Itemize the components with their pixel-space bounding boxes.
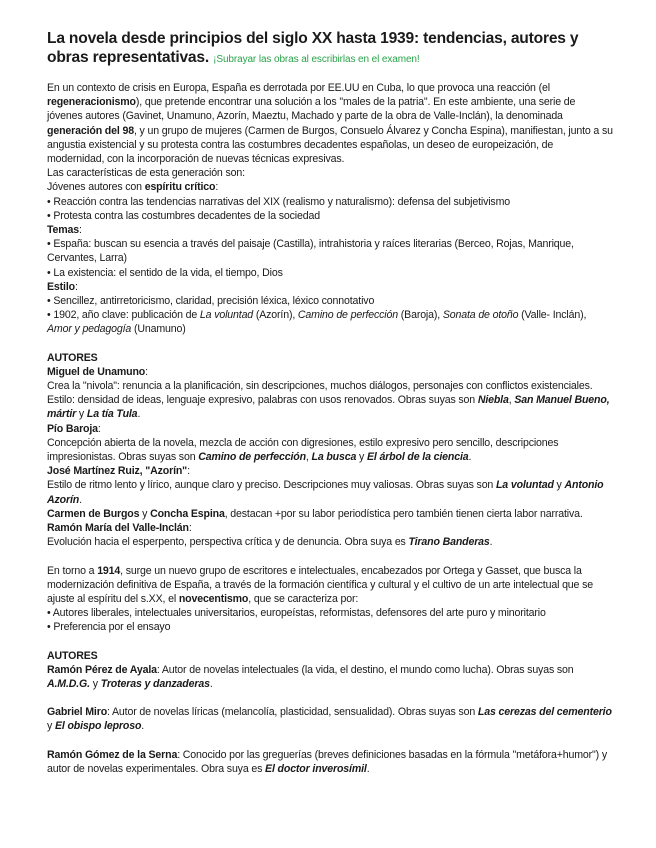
author-unamuno: Miguel de Unamuno (47, 365, 146, 378)
work-title: El doctor inverosímil (265, 762, 367, 775)
bullet-item: • Reacción contra las tendencias narrativas del XIX (realismo y naturalismo): defensa del subjetivismo (47, 195, 510, 208)
work-title: La busca (311, 451, 357, 464)
author-name: Miguel de Unamuno: (47, 365, 148, 378)
bullet-item: • Sencillez, antirretoricismo, claridad, precisión léxica, léxico connotativo (47, 295, 375, 308)
temas-label: Temas (47, 224, 80, 237)
term-regeneracionismo: regeneracionismo (47, 96, 136, 109)
estilo-heading: Estilo: (47, 280, 78, 293)
author-baroja: Pío Baroja (47, 422, 98, 435)
work-title: El obispo leproso (54, 720, 142, 733)
text-run: (Valle- Inclán), (518, 309, 587, 322)
author-carmen-de-burgos: Carmen de Burgos (47, 507, 140, 520)
work-title: Niebla (477, 394, 509, 407)
document-title (47, 30, 613, 69)
work-title: Las cerezas del cementerio (477, 706, 612, 719)
bullet-item (47, 308, 613, 336)
text-run: (Unamuno) (131, 323, 186, 336)
work-title: La tía Tula (86, 408, 138, 421)
author-description: Estilo de ritmo lento y lírico, aunque claro y preciso. Descripciones muy valiosas. Obras suyas son La voluntad y Antonio Azorín. (47, 479, 604, 506)
intro-paragraph (47, 81, 613, 166)
spacer (47, 550, 613, 564)
author-description: Carmen de Burgos y Concha Espina, destacan +por su labor periodística pero también tienen cierta labor narrativa. (47, 507, 583, 520)
work-title: La voluntad (495, 479, 554, 492)
spacer (47, 635, 613, 649)
bullet-item: • Autores liberales, intelectuales universitarios, europeístas, reformistas, defensores del arte puro y minoritario (47, 607, 546, 620)
text-run: Evolución hacia el esperpento, perspectiva crítica y de denuncia. Obra suya es (47, 536, 409, 549)
text-run: En torno a (47, 564, 98, 577)
author-description: Ramón Pérez de Ayala: Autor de novelas intelectuales (la vida, el destino, el mundo como lucha). Obras suyas son A.M.D.G. y Troteras y danzaderas. (47, 663, 574, 690)
author-gomez-de-la-serna: Ramón Gómez de la Serna (47, 748, 178, 761)
bullet-item: • Preferencia por el ensayo (47, 621, 171, 634)
bullet-item: • España: buscan su esencia a través del paisaje (Castilla), intrahistoria y raíces literarias (Berceo, Rojas, Manrique, Cervantes, Larra) (47, 238, 574, 265)
work-title: El árbol de la ciencia (366, 451, 469, 464)
text-run: , que se caracteriza por: (248, 592, 359, 605)
text-run: : Autor de novelas intelectuales (la vida, el destino, el mundo como lucha). Obras suyas son (156, 663, 574, 676)
text-run: : Autor de novelas líricas (melancolía, plasticidad, sensualidad). Obras suyas son (107, 706, 478, 719)
authors-heading (47, 649, 613, 663)
heading-text: AUTORES (47, 649, 98, 662)
spacer (47, 691, 613, 705)
text-run: (Baroja), (397, 309, 443, 322)
author-perez-de-ayala: Ramón Pérez de Ayala (47, 663, 157, 676)
text-run: : (215, 181, 219, 194)
heading-text: AUTORES (47, 351, 98, 364)
work-title: La voluntad (199, 309, 254, 322)
author-azorin: José Martínez Ruiz, "Azorín" (47, 465, 188, 478)
author-name: Pío Baroja: (47, 422, 101, 435)
term-generacion-98: generación del 98 (47, 124, 134, 137)
work-title: Camino de perfección (297, 309, 398, 322)
year-1914: 1914 (97, 564, 121, 577)
jovenes-line (47, 180, 613, 194)
text-run: , surge un nuevo grupo de escritores e intelectuales, encabezados por Ortega y Gasset, que busca la modernización definitiva de España, a través de la formación científica y cultural y el cultivo de un arte intelectual que se ajuste al espíritu del s.XX, el (47, 564, 593, 605)
author-description: Gabriel Miro: Autor de novelas líricas (melancolía, plasticidad, sensualidad). Obras suyas son Las cerezas del cementerio y El obispo leproso. (47, 706, 612, 733)
work-title: San Manuel Bueno, mártir (47, 394, 610, 421)
text-run: (Azorín), (253, 309, 298, 322)
author-description: Ramón Gómez de la Serna: Conocido por las greguerías (breves definiciones basadas en la fórmula "metáfora+humor") y autor de novelas experimentales. Obra suya es El doctor inverosímil. (47, 748, 607, 775)
term-espiritu-critico: espíritu crítico (144, 181, 216, 194)
work-title: Camino de perfección (198, 451, 306, 464)
author-valle-inclan: Ramón María del Valle-Inclán (47, 522, 189, 535)
author-gabriel-miro: Gabriel Miro (47, 706, 108, 719)
work-title: A.M.D.G. (47, 677, 90, 690)
bullet-item: • Protesta contra las costumbres decadentes de la sociedad (47, 209, 320, 222)
estilo-label: Estilo (47, 280, 75, 293)
text-run: Jóvenes autores con (47, 181, 145, 194)
work-title: Amor y pedagogía (47, 323, 132, 336)
document-page (47, 30, 613, 776)
text-run: • 1902, año clave: publicación de (47, 309, 200, 322)
temas-heading: Temas: (47, 224, 82, 237)
text-run: , y un grupo de mujeres (Carmen de Burgos, Consuelo Álvarez y Concha Espina), manifiestan, junto a su angustia existencial y su protesta contra las costumbres decadentes españolas, un deseo de europeización, de modernidad, con la incorporación de nuevas técnicas expresivas. (47, 124, 613, 166)
exam-note: ¡Subrayar las obras al escribirlas en el examen! (213, 53, 420, 65)
author-concha-espina: Concha Espina (150, 507, 225, 520)
term-novecentismo: novecentismo (178, 592, 249, 605)
spacer (47, 337, 613, 351)
text-run: En un contexto de crisis en Europa, España es derrotada por EE.UU en Cuba, lo que provoca una reacción (el (47, 82, 550, 94)
text-run: Estilo de ritmo lento y lírico, aunque claro y preciso. Descripciones muy valiosas. Obras suyas son (47, 479, 496, 492)
bullet-item: • La existencia: el sentido de la vida, el tiempo, Dios (47, 266, 283, 279)
work-title: Sonata de otoño (442, 309, 519, 322)
author-description: Evolución hacia el esperpento, perspectiva crítica y de denuncia. Obra suya es Tirano Banderas. (47, 536, 493, 549)
text-run: ), que pretende encontrar una solución a los "males de la patria". En este ambiente, una serie de jóvenes autores (Gavinet, Unamuno, Azorín, Maeztu, Machado y parte de la obra de Valle-Inclán), la denominada (47, 96, 576, 123)
text-run: Crea la "nivola": renuncia a la planificación, sin descripciones, muchos diálogos, personajes con conflictos existenciales. Estilo: densidad de ideas, lenguaje expresivo, palabras con usos renovados. Obras suyas son (47, 380, 593, 407)
work-title: Tirano Banderas (408, 536, 490, 549)
text-run: Concepción abierta de la novela, mezcla de acción con digresiones, estilo expresivo pero sencillo, descripciones impresionistas. Obras suyas son (47, 436, 559, 464)
author-description: Crea la "nivola": renuncia a la planificación, sin descripciones, muchos diálogos, personajes con conflictos existenciales. Estilo: densidad de ideas, lenguaje expresivo, palabras con usos renovados. Obras suyas son Niebla, San Manuel Bueno, mártir y La tía Tula. (47, 380, 610, 421)
spacer (47, 734, 613, 748)
work-title: Troteras y danzaderas (100, 677, 210, 690)
characteristics-intro: Las características de esta generación son: (47, 167, 245, 180)
authors-heading (47, 351, 613, 365)
text-run: : Conocido por las greguerías (breves definiciones basadas en la fórmula "metáfora+humor") y autor de novelas experimentales. Obra suya es (47, 748, 607, 775)
author-description: Concepción abierta de la novela, mezcla de acción con digresiones, estilo expresivo pero sencillo, descripciones impresionistas. Obras suyas son Camino de perfección, La busca y El árbol de la ciencia. (47, 436, 559, 464)
text-run: , destacan +por su labor periodística pero también tienen cierta labor narrativa. (224, 507, 583, 520)
novecentismo-paragraph (47, 564, 613, 607)
author-name: José Martínez Ruiz, "Azorín": (47, 465, 190, 478)
title-main: La novela desde principios del siglo XX hasta 1939: tendencias, autores y obras representativas. (47, 30, 579, 66)
work-title: Antonio Azorín (47, 479, 604, 506)
author-name: Ramón María del Valle-Inclán: (47, 522, 192, 535)
